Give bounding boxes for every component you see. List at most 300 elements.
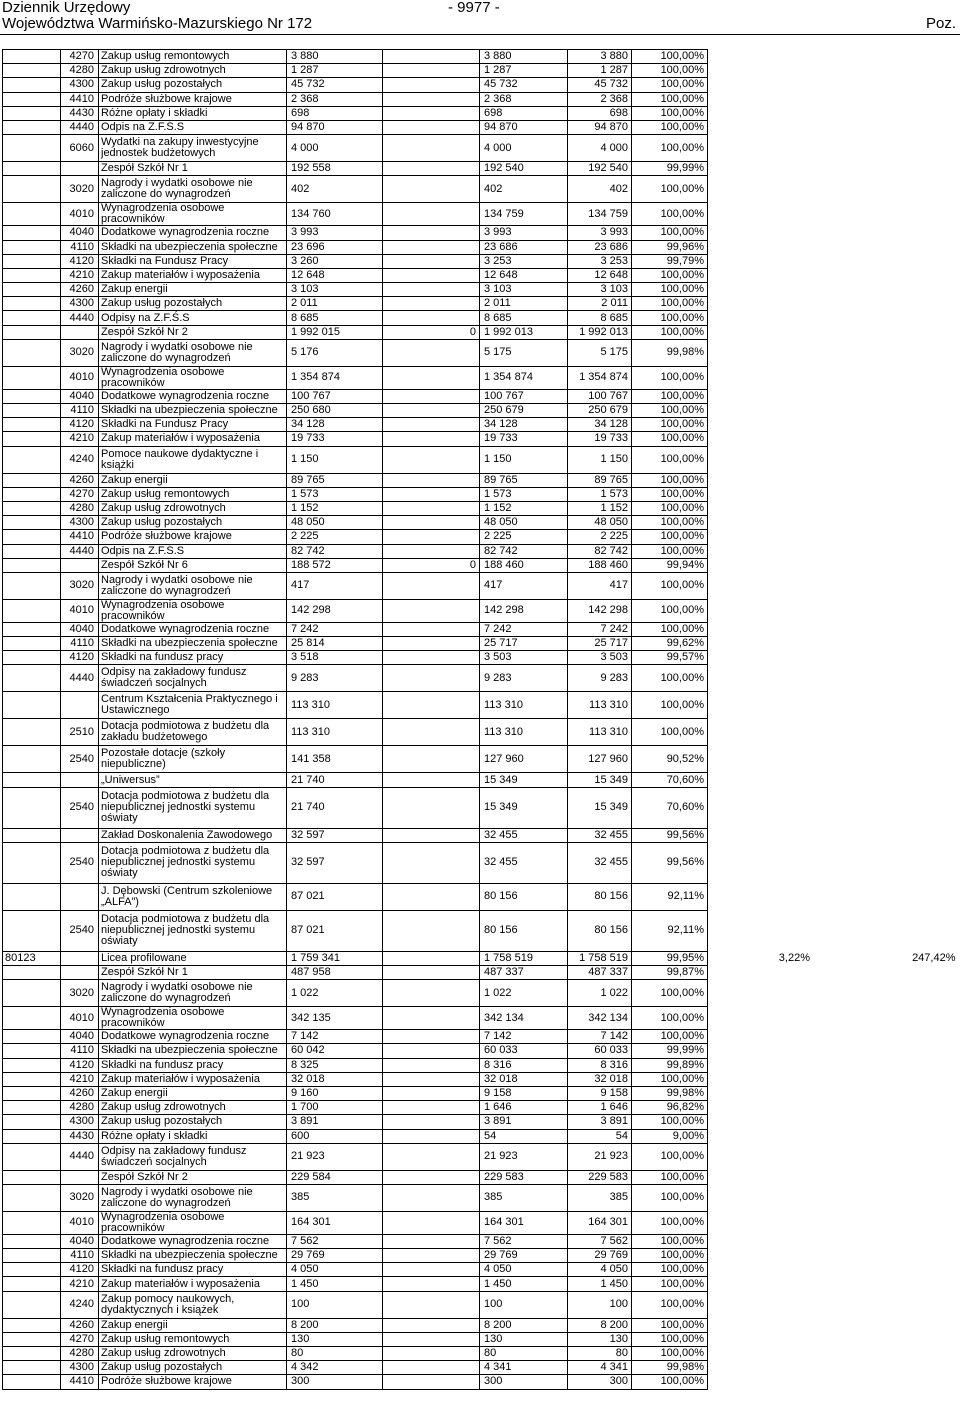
section-code — [3, 92, 61, 106]
table-row — [3, 883, 959, 910]
executed-value: 32 018 — [480, 1072, 568, 1086]
paid-value: 2 368 — [568, 92, 632, 106]
paid-value: 5 175 — [568, 339, 632, 366]
percent-value: 70,60% — [632, 773, 708, 787]
change-value — [383, 842, 480, 883]
paid-value: 3 253 — [568, 254, 632, 268]
executed-value: 3 503 — [480, 651, 568, 665]
item-name: Wydatki na zakupy inwestycyjne jednostek budżetowych — [99, 135, 287, 162]
percent-value: 99,56% — [632, 842, 708, 883]
executed-value: 1 152 — [480, 501, 568, 515]
share-value — [708, 1129, 814, 1143]
paragraph-code: 4120 — [61, 651, 99, 665]
paid-value: 1 992 013 — [568, 325, 632, 339]
executed-value: 48 050 — [480, 516, 568, 530]
paragraph-code: 4300 — [61, 1115, 99, 1129]
percent-value: 100,00% — [632, 980, 708, 1007]
change-value — [383, 120, 480, 134]
paragraph-code: 4110 — [61, 1249, 99, 1263]
item-name: Odpis na Z.F.Ś.S — [99, 120, 287, 134]
percent-value: 100,00% — [632, 1277, 708, 1291]
plan-value: 25 814 — [287, 637, 383, 651]
table-row — [3, 719, 959, 746]
paid-value: 8 316 — [568, 1058, 632, 1072]
executed-value: 5 175 — [480, 339, 568, 366]
change-value — [383, 719, 480, 746]
paid-value: 113 310 — [568, 719, 632, 746]
item-name: Składki na fundusz pracy — [99, 1263, 287, 1277]
table-row — [3, 1115, 959, 1129]
paragraph-code: 4300 — [61, 297, 99, 311]
percent-value: 99,95% — [632, 951, 708, 965]
percent-value: 100,00% — [632, 120, 708, 134]
item-name: Składki na ubezpieczenia społeczne — [99, 240, 287, 254]
item-name: Pomoce naukowe dydaktyczne i książki — [99, 446, 287, 473]
change-value — [383, 254, 480, 268]
executed-value: 1 646 — [480, 1101, 568, 1115]
table-row — [3, 311, 959, 325]
plan-value: 21 923 — [287, 1143, 383, 1170]
percent-value: 100,00% — [632, 1291, 708, 1318]
section-code — [3, 283, 61, 297]
item-name: Zakup usług pozostałych — [99, 297, 287, 311]
section-code — [3, 1249, 61, 1263]
executed-value: 417 — [480, 572, 568, 599]
percent-value: 100,00% — [632, 176, 708, 203]
dynamics-value — [814, 92, 959, 106]
section-code — [3, 599, 61, 622]
section-code — [3, 366, 61, 389]
change-value — [383, 544, 480, 558]
paid-value: 100 767 — [568, 389, 632, 403]
section-code — [3, 339, 61, 366]
change-value — [383, 1375, 480, 1389]
section-code — [3, 106, 61, 120]
executed-value: 100 767 — [480, 389, 568, 403]
dynamics-value — [814, 366, 959, 389]
paid-value: 1 287 — [568, 64, 632, 78]
plan-value: 5 176 — [287, 339, 383, 366]
executed-value: 127 960 — [480, 746, 568, 773]
plan-value: 21 740 — [287, 773, 383, 787]
percent-value: 100,00% — [632, 404, 708, 418]
change-value — [383, 1072, 480, 1086]
item-name: Dotacja podmiotowa z budżetu dla niepublicznej jednostki systemu oświaty — [99, 842, 287, 883]
dynamics-value — [814, 966, 959, 980]
percent-value: 99,98% — [632, 339, 708, 366]
share-value — [708, 176, 814, 203]
plan-value: 60 042 — [287, 1044, 383, 1058]
table-row — [3, 1143, 959, 1170]
item-name: Zakup usług pozostałych — [99, 1115, 287, 1129]
dynamics-value: 247,42% — [912, 951, 956, 964]
paragraph-code: 3020 — [61, 980, 99, 1007]
section-code — [3, 162, 61, 176]
percent-value: 99,79% — [632, 254, 708, 268]
paragraph-code: 4260 — [61, 283, 99, 297]
table-row — [3, 404, 959, 418]
paragraph-code: 4110 — [61, 637, 99, 651]
dynamics-value — [814, 746, 959, 773]
journal-title: Dziennik Urzędowy — [2, 0, 131, 16]
paragraph-code: 4280 — [61, 64, 99, 78]
executed-value: 8 685 — [480, 311, 568, 325]
table-row — [3, 828, 959, 842]
table-row — [3, 240, 959, 254]
paragraph-code: 4110 — [61, 404, 99, 418]
share-value — [708, 1143, 814, 1170]
plan-value: 3 518 — [287, 651, 383, 665]
executed-value: 3 103 — [480, 283, 568, 297]
item-name: Zakup usług remontowych — [99, 1332, 287, 1346]
percent-value: 100,00% — [632, 1030, 708, 1044]
percent-value: 99,57% — [632, 651, 708, 665]
executed-value: 12 648 — [480, 268, 568, 282]
percent-value: 99,62% — [632, 637, 708, 651]
percent-value: 100,00% — [632, 1263, 708, 1277]
executed-value: 80 156 — [480, 910, 568, 951]
dynamics-value — [814, 297, 959, 311]
paid-value: 188 460 — [568, 558, 632, 572]
percent-value: 100,00% — [632, 78, 708, 92]
plan-value: 23 696 — [287, 240, 383, 254]
item-name: Odpisy na zakładowy fundusz świadczeń socjalnych — [99, 1143, 287, 1170]
item-name: Dodatkowe wynagrodzenia roczne — [99, 1030, 287, 1044]
table-row — [3, 432, 959, 446]
item-name: Dotacja podmiotowa z budżetu dla niepublicznej jednostki systemu oświaty — [99, 910, 287, 951]
table-row — [3, 651, 959, 665]
paid-value: 3 880 — [568, 50, 632, 64]
executed-value: 2 368 — [480, 92, 568, 106]
dynamics-value — [814, 842, 959, 883]
share-value — [708, 910, 814, 951]
share-value — [708, 283, 814, 297]
section-code — [3, 1072, 61, 1086]
executed-value: 82 742 — [480, 544, 568, 558]
percent-value: 100,00% — [632, 92, 708, 106]
paragraph-code: 4040 — [61, 389, 99, 403]
dynamics-value — [814, 1143, 959, 1170]
plan-value: 3 891 — [287, 1115, 383, 1129]
item-name: Zakup usług pozostałych — [99, 78, 287, 92]
executed-value: 188 460 — [480, 558, 568, 572]
change-value — [383, 501, 480, 515]
paragraph-code: 2510 — [61, 719, 99, 746]
paid-value: 80 — [568, 1347, 632, 1361]
dynamics-value — [814, 719, 959, 746]
plan-value: 3 260 — [287, 254, 383, 268]
percent-value: 99,98% — [632, 1086, 708, 1100]
paragraph-code: 4410 — [61, 92, 99, 106]
section-code — [3, 1234, 61, 1248]
section-code — [3, 50, 61, 64]
executed-value: 250 679 — [480, 404, 568, 418]
plan-value: 8 200 — [287, 1318, 383, 1332]
share-value — [708, 203, 814, 226]
section-code — [3, 473, 61, 487]
share-value — [708, 980, 814, 1007]
change-value — [383, 1143, 480, 1170]
paid-value: 300 — [568, 1375, 632, 1389]
table-row — [3, 746, 959, 773]
share-value — [708, 120, 814, 134]
plan-value: 1 354 874 — [287, 366, 383, 389]
section-code — [3, 544, 61, 558]
dynamics-value — [814, 1249, 959, 1263]
executed-value: 45 732 — [480, 78, 568, 92]
item-name: Zespół Szkół Nr 2 — [99, 325, 287, 339]
paid-value: 3 891 — [568, 1115, 632, 1129]
change-value — [383, 572, 480, 599]
dynamics-value — [814, 1263, 959, 1277]
item-name: Wynagrodzenia osobowe pracowników — [99, 366, 287, 389]
plan-value: 1 287 — [287, 64, 383, 78]
table-row — [3, 106, 959, 120]
change-value — [383, 50, 480, 64]
section-code — [3, 746, 61, 773]
share-value — [708, 1030, 814, 1044]
table-row — [3, 487, 959, 501]
table-row — [3, 120, 959, 134]
plan-value: 141 358 — [287, 746, 383, 773]
percent-value: 100,00% — [632, 283, 708, 297]
paid-value: 2 225 — [568, 530, 632, 544]
share-value — [708, 1072, 814, 1086]
executed-value: 60 033 — [480, 1044, 568, 1058]
section-code — [3, 1332, 61, 1346]
change-value — [383, 1115, 480, 1129]
paid-value: 34 128 — [568, 418, 632, 432]
executed-value: 300 — [480, 1375, 568, 1389]
section-code — [3, 240, 61, 254]
section-code — [3, 487, 61, 501]
paid-value: 1 354 874 — [568, 366, 632, 389]
item-name: Zakup materiałów i wyposażenia — [99, 268, 287, 282]
item-name: Zakup energii — [99, 1086, 287, 1100]
section-code — [3, 842, 61, 883]
paragraph-code — [61, 692, 99, 719]
plan-value: 34 128 — [287, 418, 383, 432]
paragraph-code: 4210 — [61, 1277, 99, 1291]
change-value — [383, 1086, 480, 1100]
paragraph-code: 3020 — [61, 176, 99, 203]
executed-value: 1 573 — [480, 487, 568, 501]
percent-value: 100,00% — [632, 1318, 708, 1332]
paid-value: 15 349 — [568, 773, 632, 787]
table-row — [3, 1263, 959, 1277]
table-row — [3, 135, 959, 162]
share-value — [708, 404, 814, 418]
paid-value: 100 — [568, 1291, 632, 1318]
share-value — [708, 692, 814, 719]
plan-value: 188 572 — [287, 558, 383, 572]
section-code — [3, 828, 61, 842]
executed-value: 7 142 — [480, 1030, 568, 1044]
executed-value: 1 354 874 — [480, 366, 568, 389]
percent-value: 100,00% — [632, 473, 708, 487]
paid-value: 9 283 — [568, 665, 632, 692]
table-row — [3, 1007, 959, 1030]
paragraph-code: 3020 — [61, 572, 99, 599]
paragraph-code: 2540 — [61, 787, 99, 828]
executed-value: 94 870 — [480, 120, 568, 134]
plan-value: 4 342 — [287, 1361, 383, 1375]
item-name: Podróże służbowe krajowe — [99, 1375, 287, 1389]
section-code — [3, 530, 61, 544]
share-value — [708, 432, 814, 446]
paid-value: 1 450 — [568, 1277, 632, 1291]
dynamics-value — [814, 1375, 959, 1389]
change-value — [383, 622, 480, 636]
executed-value: 80 — [480, 1347, 568, 1361]
dynamics-value — [814, 530, 959, 544]
percent-value: 100,00% — [632, 268, 708, 282]
change-value — [383, 1170, 480, 1184]
item-name: Składki na ubezpieczenia społeczne — [99, 1249, 287, 1263]
share-value — [708, 78, 814, 92]
paragraph-code — [61, 558, 99, 572]
section-code — [3, 78, 61, 92]
plan-value: 229 584 — [287, 1170, 383, 1184]
executed-value: 15 349 — [480, 787, 568, 828]
paragraph-code — [61, 162, 99, 176]
dynamics-value — [814, 1211, 959, 1234]
paid-value: 15 349 — [568, 787, 632, 828]
executed-value: 1 287 — [480, 64, 568, 78]
paragraph-code: 4440 — [61, 1143, 99, 1170]
percent-value: 100,00% — [632, 432, 708, 446]
share-value — [708, 637, 814, 651]
paid-value: 8 685 — [568, 311, 632, 325]
plan-value: 134 760 — [287, 203, 383, 226]
executed-value: 2 011 — [480, 297, 568, 311]
item-name: Podróże służbowe krajowe — [99, 530, 287, 544]
change-value — [383, 226, 480, 240]
dynamics-value — [814, 558, 959, 572]
change-value — [383, 1361, 480, 1375]
plan-value: 45 732 — [287, 78, 383, 92]
change-value — [383, 665, 480, 692]
paid-value: 2 011 — [568, 297, 632, 311]
plan-value: 2 225 — [287, 530, 383, 544]
table-row — [3, 1375, 959, 1389]
paid-value: 1 022 — [568, 980, 632, 1007]
share-value — [708, 1184, 814, 1211]
share-value — [708, 339, 814, 366]
change-value — [383, 418, 480, 432]
plan-value: 698 — [287, 106, 383, 120]
percent-value: 100,00% — [632, 1332, 708, 1346]
share-value — [708, 501, 814, 515]
change-value — [383, 176, 480, 203]
share-value — [708, 389, 814, 403]
item-name: Zakup usług zdrowotnych — [99, 64, 287, 78]
share-value — [708, 787, 814, 828]
paragraph-code — [61, 325, 99, 339]
paid-value: 417 — [568, 572, 632, 599]
percent-value: 100,00% — [632, 1170, 708, 1184]
plan-value: 82 742 — [287, 544, 383, 558]
paragraph-code: 4120 — [61, 418, 99, 432]
paid-value: 3 503 — [568, 651, 632, 665]
percent-value: 100,00% — [632, 1115, 708, 1129]
section-code — [3, 203, 61, 226]
plan-value: 7 242 — [287, 622, 383, 636]
change-value — [383, 1058, 480, 1072]
item-name: Wynagrodzenia osobowe pracowników — [99, 599, 287, 622]
plan-value: 8 685 — [287, 311, 383, 325]
dynamics-value — [814, 240, 959, 254]
item-name: Nagrody i wydatki osobowe nie zaliczone do wynagrodzeń — [99, 176, 287, 203]
share-value — [708, 446, 814, 473]
percent-value: 92,11% — [632, 883, 708, 910]
paragraph-code: 4300 — [61, 78, 99, 92]
percent-value: 99,99% — [632, 162, 708, 176]
plan-value: 192 558 — [287, 162, 383, 176]
share-value — [708, 516, 814, 530]
percent-value: 100,00% — [632, 325, 708, 339]
change-value — [383, 1129, 480, 1143]
paragraph-code: 2540 — [61, 746, 99, 773]
item-name: Zakup usług remontowych — [99, 50, 287, 64]
percent-value: 100,00% — [632, 719, 708, 746]
executed-value: 698 — [480, 106, 568, 120]
dynamics-value — [814, 1072, 959, 1086]
plan-value: 113 310 — [287, 692, 383, 719]
percent-value: 100,00% — [632, 1007, 708, 1030]
paid-value: 229 583 — [568, 1170, 632, 1184]
paragraph-code: 4110 — [61, 1044, 99, 1058]
item-name: Nagrody i wydatki osobowe nie zaliczone do wynagrodzeń — [99, 1184, 287, 1211]
dynamics-value — [814, 501, 959, 515]
plan-value: 2 011 — [287, 297, 383, 311]
table-row — [3, 226, 959, 240]
percent-value: 99,87% — [632, 966, 708, 980]
section-code — [3, 910, 61, 951]
paragraph-code — [61, 951, 99, 965]
table-row — [3, 1291, 959, 1318]
dynamics-value — [814, 516, 959, 530]
paragraph-code: 4440 — [61, 311, 99, 325]
paragraph-code: 4040 — [61, 622, 99, 636]
section-code — [3, 176, 61, 203]
dynamics-value — [814, 162, 959, 176]
percent-value: 100,00% — [632, 1234, 708, 1248]
share-value — [708, 842, 814, 883]
item-name: Zakup materiałów i wyposażenia — [99, 1072, 287, 1086]
dynamics-value — [814, 487, 959, 501]
paid-value: 1 573 — [568, 487, 632, 501]
share-value — [708, 1101, 814, 1115]
change-value — [383, 651, 480, 665]
paragraph-code — [61, 828, 99, 842]
section-code — [3, 254, 61, 268]
share-value — [708, 418, 814, 432]
item-name: Składki na ubezpieczenia społeczne — [99, 637, 287, 651]
dynamics-value — [814, 176, 959, 203]
executed-value: 1 450 — [480, 1277, 568, 1291]
percent-value: 100,00% — [632, 203, 708, 226]
item-name: Zespół Szkół Nr 1 — [99, 966, 287, 980]
dynamics-value — [814, 339, 959, 366]
percent-value: 100,00% — [632, 1211, 708, 1234]
dynamics-value — [814, 1277, 959, 1291]
table-row — [3, 325, 959, 339]
table-row — [3, 1249, 959, 1263]
change-value — [383, 951, 480, 965]
plan-value: 100 767 — [287, 389, 383, 403]
table-row — [3, 254, 959, 268]
